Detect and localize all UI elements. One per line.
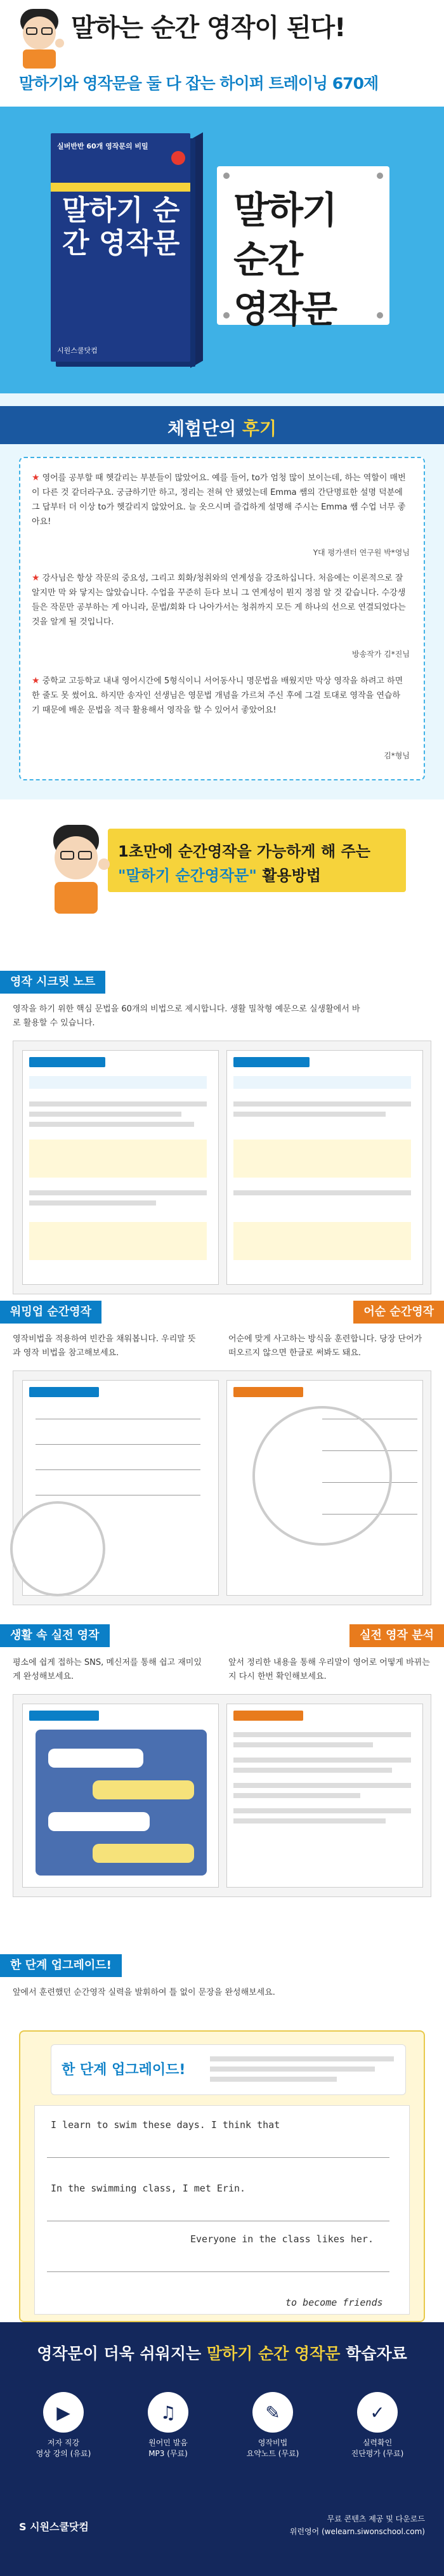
preview-page	[22, 1380, 219, 1596]
life-tag: 생활 속 실전 영작	[0, 1624, 110, 1647]
review-text: 중학교 고등학교 내내 영어시간에 5형식이니 서어동사니 명문법을 배웠지만 막상 영작을 하려고 하면 한 줄도 못 썼어요. 하지만 송자인 선생님은 영문법 개념을 가르쳐 주신 후에 그걸 토대로 영작을 연습하기 때문에 배운 문법을 적극 활용해서 영작을 할 수 있어서 좋았어요!	[32, 676, 403, 715]
pin-icon	[377, 312, 383, 319]
star-icon: ★	[32, 573, 40, 583]
secret-note-desc: 영작을 하기 위한 핵심 문법을 60개의 비법으로 제시합니다. 생활 밀착형 예문으로 실생활에서 바로 활용할 수 있습니다.	[13, 1004, 360, 1028]
answer-line[interactable]	[47, 2157, 389, 2158]
resource-label: 영작비법 요약노트 (무료)	[246, 2438, 299, 2458]
checklist-icon: ✓	[357, 2392, 398, 2433]
video-icon: ▶	[43, 2392, 84, 2433]
upgrade-desc: 앞에서 훈련했던 순간영작 실력을 발휘하여 틀 없이 문장을 완성해보세요.	[13, 1988, 275, 1997]
review-heading	[0, 415, 444, 440]
book-title: 말하기 순간 영작문	[62, 194, 180, 260]
review-signature: 김*형님	[384, 751, 410, 760]
star-icon: ★	[32, 473, 40, 483]
review-heading-a: 체험단의	[167, 418, 242, 439]
worksheet-note	[34, 2105, 410, 2315]
download-info	[290, 2513, 425, 2538]
life-desc: 평소에 쉽게 접하는 SNS, 메신저를 통해 쉽고 재미있게 완성해보세요.	[13, 1658, 202, 1681]
worksheet-line: In the swimming class, I met Erin.	[51, 2183, 246, 2194]
subtitle-part-a: 말하기와 영작문을 둘 다 잡는	[19, 74, 220, 93]
page-title: 말하는 순간 영작이 된다!	[71, 13, 346, 43]
resource-label: 원어민 발음 MP3 (무료)	[148, 2438, 188, 2458]
review-box	[19, 457, 425, 780]
analysis-desc: 앞서 정리한 내용을 통해 우리말이 영어로 어떻게 바뀌는지 다시 한번 확인해보세요.	[228, 1658, 430, 1681]
footer-title-c: 학습자료	[340, 2344, 407, 2363]
review-text: 영어를 공부할 때 헷갈리는 부분들이 많았어요. 예를 들어, to가 엄청 많이 보이는데, 하는 역할이 매번이 다른 것 같더라구요. 궁금하기만 하고, 정리는 전혀 안 됐었는데 Emma 쌤의 간단명료한 설명 덕분에 그 답부터 더 이상 to가 헷갈리지 않았어요. 늘 옷으시며 즐겁하게 설명해 주시는 Emma 쌤 수업 너무 좋아요!	[32, 473, 406, 527]
book-spine	[190, 132, 203, 368]
review-signature: 방송작가 김*진님	[352, 650, 410, 659]
worksheet-line: I learn to swim these days. I think that	[51, 2119, 280, 2131]
download-link[interactable]: 위런영어 (welearn.siwonschool.com)	[289, 2527, 425, 2536]
review-item	[32, 674, 406, 718]
worksheet-header	[51, 2044, 406, 2095]
mascot-illustration	[38, 818, 114, 914]
book-badge	[171, 151, 185, 165]
resource-test[interactable]	[339, 2392, 415, 2468]
life-preview	[13, 1694, 431, 1897]
resource-mp3[interactable]	[130, 2392, 206, 2468]
mascot-illustration	[11, 5, 67, 69]
note-icon: ✎	[252, 2392, 293, 2433]
secret-note-tag: 영작 시크릿 노트	[0, 971, 105, 994]
book-top-text: 실버반반 60개 영작문의 비밀	[57, 142, 148, 150]
book-stripe	[51, 183, 190, 192]
method-heading-line1: 1초만에 순간영작을 가능하게 해 주는	[118, 843, 370, 860]
word-order-desc: 어순에 맞게 사고하는 방식을 훈련합니다. 당장 단어가 떠오르지 않으면 한글로 써봐도 돼요.	[228, 1334, 422, 1358]
analysis-tag: 실전 영작 분석	[349, 1624, 444, 1647]
resource-video[interactable]	[25, 2392, 101, 2468]
book-publisher: 시원스쿨닷컴	[57, 346, 98, 355]
review-item	[32, 571, 406, 629]
resource-label: 저자 직강 영상 강의 (유료)	[36, 2438, 91, 2458]
review-text: 강사님은 항상 작문의 중요성, 그리고 회화/청취와의 연계성을 강조하십니다. 처음에는 이론적으로 잘 알지만 막 와 닿지는 않았습니다. 수업을 꾸준히 듣다 보니 그 연계성이 뭔지 정점 알 것 같습니다. 수강생들은 작문만 공부하는 게 아니라, 문법/회화 다 나아가서는 청취까지 모든 게 하나의 선으로 연결되었다는 것을 알게 될 것입니다.	[32, 574, 406, 627]
subtitle-part-b: 하이퍼 트레이닝 670제	[219, 74, 379, 93]
warmup-tag: 워밍업 순간영작	[0, 1301, 101, 1324]
publisher-logo: S 시원스쿨닷컴	[19, 2521, 89, 2533]
warmup-preview	[13, 1370, 431, 1605]
pin-icon	[223, 173, 230, 179]
footer-title-a: 영작문이 더욱 쉬워지는	[37, 2344, 207, 2363]
secret-note-preview	[13, 1041, 431, 1294]
title-card	[217, 166, 389, 331]
method-heading-line2	[118, 863, 321, 885]
footer-title-b: 말하기 순간 영작문	[206, 2344, 341, 2363]
resource-label: 실력확인 진단평가 (무료)	[351, 2438, 404, 2458]
card-title-line: 말하기	[233, 188, 337, 232]
preview-page	[226, 1050, 423, 1285]
review-item	[32, 471, 406, 529]
method-heading-rest: 활용방법	[256, 867, 321, 884]
review-heading-b: 후기	[242, 418, 277, 439]
preview-page	[226, 1704, 423, 1888]
warmup-desc: 영작비법을 적용하여 빈칸을 채워봅니다. 우리말 뜻과 영작 비법을 참고해보세요.	[13, 1334, 196, 1358]
star-icon: ★	[32, 676, 40, 686]
book-cover	[51, 133, 190, 362]
worksheet-line: to become friends	[285, 2297, 383, 2308]
preview-page	[226, 1380, 423, 1596]
preview-page	[22, 1704, 219, 1888]
preview-page	[22, 1050, 219, 1285]
answer-line[interactable]	[47, 2271, 389, 2272]
pin-icon	[377, 173, 383, 179]
download-line: 무료 콘텐츠 제공 및 다운로드	[327, 2514, 425, 2523]
footer-title	[0, 2341, 444, 2364]
review-signature: Y대 평가센터 연구원 박*영님	[313, 548, 410, 557]
worksheet-badge: 한 단계 업그레이드!	[62, 2062, 186, 2078]
method-heading-quote: "말하기 순간영작문"	[118, 867, 257, 884]
card-title	[233, 185, 336, 334]
pin-icon	[223, 312, 230, 319]
upgrade-tag: 한 단계 업그레이드!	[0, 1954, 122, 1977]
card-title-line: 순간	[233, 238, 303, 281]
word-order-tag: 어순 순간영작	[353, 1301, 444, 1324]
subtitle	[19, 71, 378, 94]
card-title-line: 영작문	[233, 287, 337, 331]
headphones-icon: ♫	[148, 2392, 188, 2433]
resource-notes[interactable]	[235, 2392, 311, 2468]
worksheet-line: Everyone in the class likes her.	[190, 2233, 374, 2245]
